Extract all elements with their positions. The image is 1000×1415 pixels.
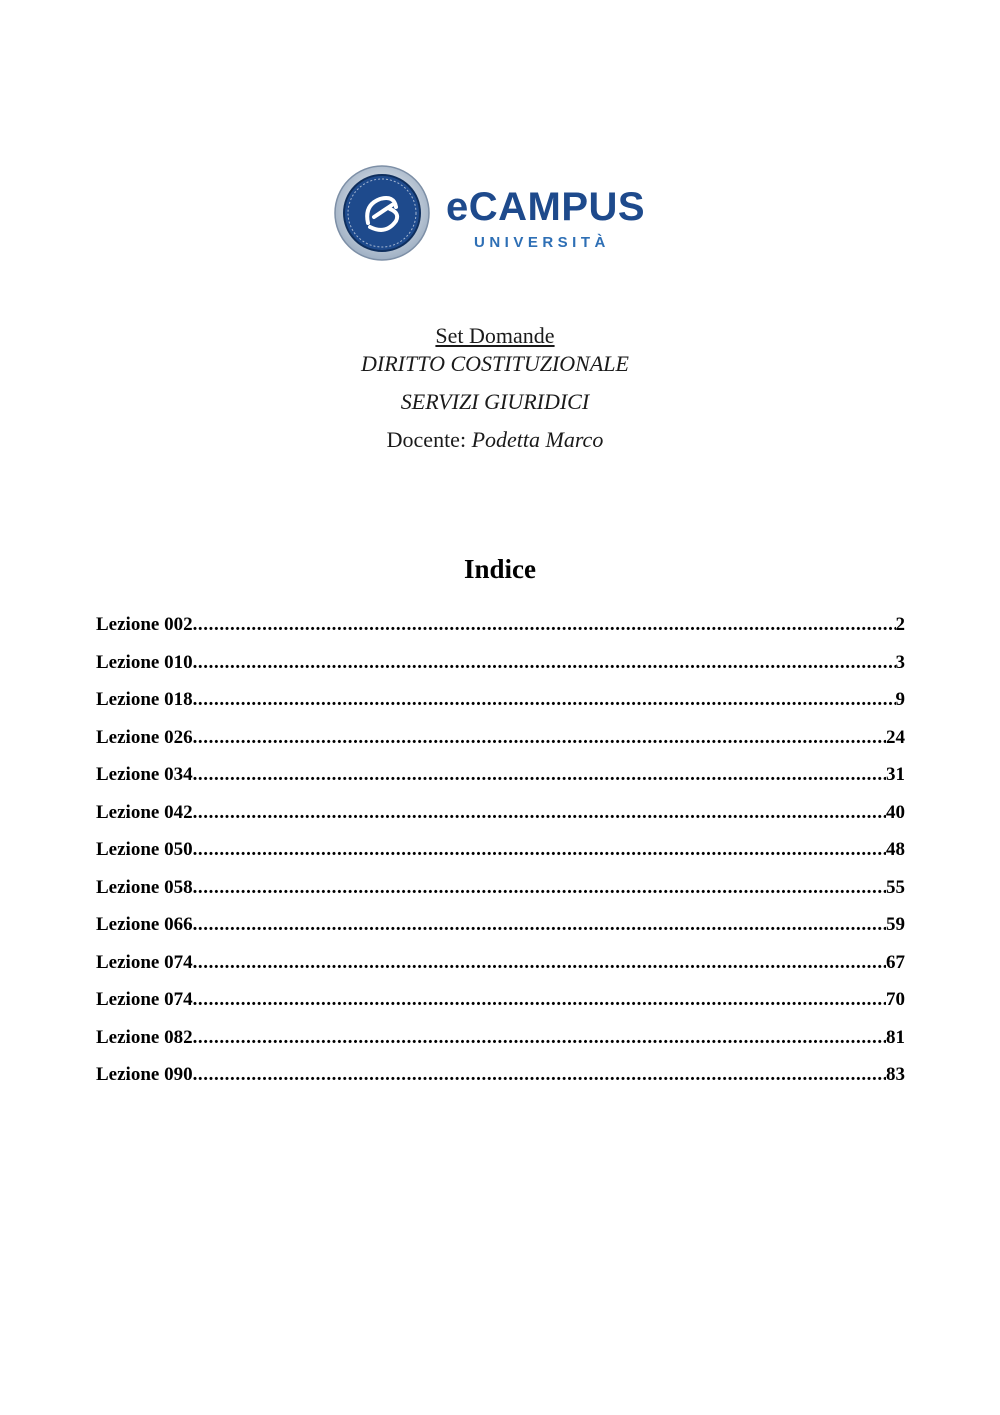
university-logo xyxy=(334,165,664,265)
toc-entry-label: Lezione 058 xyxy=(96,876,193,898)
teacher-line xyxy=(0,426,990,454)
toc-leader xyxy=(193,912,886,938)
toc-leader xyxy=(193,987,886,1013)
toc-entry[interactable] xyxy=(96,612,905,650)
toc-entry-label: Lezione 042 xyxy=(96,801,193,823)
toc-entry-page: 40 xyxy=(886,801,905,823)
toc-leader xyxy=(193,950,886,976)
toc-entry-page: 2 xyxy=(895,614,905,635)
toc-leader xyxy=(193,837,886,863)
teacher-name: Podetta Marco xyxy=(471,427,604,452)
toc-leader xyxy=(193,612,896,638)
toc-entry[interactable] xyxy=(96,987,905,1025)
toc-entry[interactable] xyxy=(96,800,905,838)
toc-entry-label: Lezione 050 xyxy=(96,839,193,860)
table-of-contents xyxy=(96,612,905,1100)
toc-entry-page: 55 xyxy=(886,876,905,898)
index-heading: Indice xyxy=(463,554,536,584)
toc-leader xyxy=(193,725,886,751)
document-header xyxy=(0,322,990,454)
toc-entry-label: Lezione 010 xyxy=(96,651,193,673)
toc-entry[interactable] xyxy=(96,687,905,725)
toc-leader xyxy=(193,875,886,901)
toc-entry[interactable] xyxy=(96,650,905,688)
toc-entry-label: Lezione 074 xyxy=(96,989,193,1010)
toc-leader xyxy=(193,650,896,676)
toc-entry-page: 3 xyxy=(895,651,905,673)
toc-entry[interactable] xyxy=(96,837,905,875)
set-label: Set Domande xyxy=(435,323,555,348)
toc-entry[interactable] xyxy=(96,1062,905,1100)
teacher-label: Docente: xyxy=(386,427,472,452)
toc-entry-page: 83 xyxy=(886,1064,905,1085)
toc-leader xyxy=(193,1062,886,1088)
toc-entry-page: 67 xyxy=(886,951,905,973)
toc-entry-label: Lezione 066 xyxy=(96,914,193,935)
toc-leader xyxy=(193,687,896,713)
toc-entry[interactable] xyxy=(96,1025,905,1063)
toc-leader xyxy=(193,762,886,788)
ecampus-seal-icon xyxy=(334,165,434,265)
toc-entry-page: 81 xyxy=(886,1026,905,1048)
toc-leader xyxy=(193,1025,886,1051)
toc-entry[interactable] xyxy=(96,725,905,763)
toc-entry-label: Lezione 074 xyxy=(96,951,193,973)
toc-entry-page: 9 xyxy=(895,689,905,710)
toc-entry[interactable] xyxy=(96,762,905,800)
toc-entry[interactable] xyxy=(96,950,905,988)
toc-entry-label: Lezione 026 xyxy=(96,726,193,748)
course-title: DIRITTO COSTITUZIONALE xyxy=(361,351,629,376)
toc-entry-page: 70 xyxy=(886,989,905,1010)
toc-leader xyxy=(193,800,886,826)
logo-wordmark: eCAMPUS xyxy=(446,185,646,229)
toc-entry-page: 59 xyxy=(886,914,905,935)
toc-entry-page: 48 xyxy=(886,839,905,860)
toc-entry[interactable] xyxy=(96,875,905,913)
toc-entry-label: Lezione 018 xyxy=(96,689,193,710)
toc-entry-label: Lezione 002 xyxy=(96,614,193,635)
logo-subtitle: UNIVERSITÀ xyxy=(474,234,610,251)
degree-title: SERVIZI GIURIDICI xyxy=(400,389,590,414)
toc-entry-label: Lezione 034 xyxy=(96,764,193,785)
toc-entry-page: 31 xyxy=(886,764,905,785)
toc-entry[interactable] xyxy=(96,912,905,950)
toc-entry-label: Lezione 082 xyxy=(96,1026,193,1048)
toc-entry-label: Lezione 090 xyxy=(96,1064,193,1085)
toc-entry-page: 24 xyxy=(886,726,905,748)
